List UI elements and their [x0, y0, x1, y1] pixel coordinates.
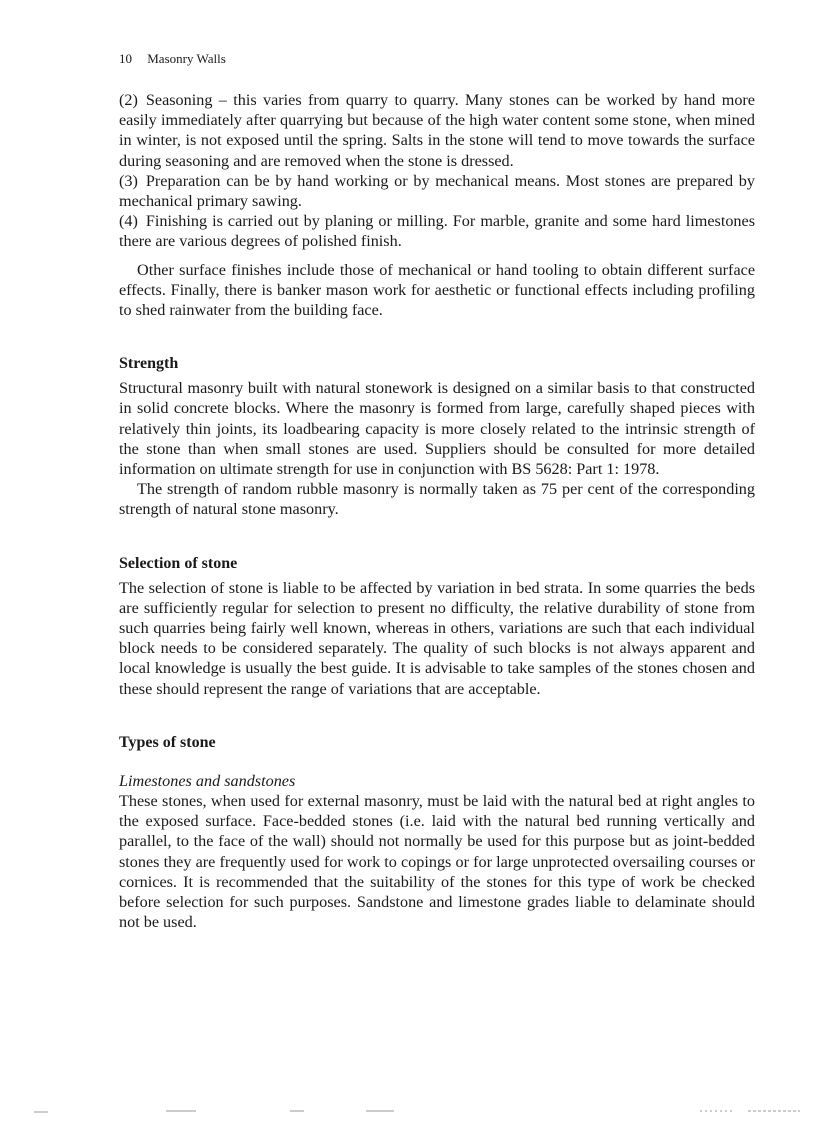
section-strength: [119, 354, 755, 519]
list-item: [119, 171, 755, 211]
list-item-number: (4): [119, 212, 138, 231]
section-selection: [119, 554, 755, 699]
intro-list: [119, 90, 755, 320]
list-item-text: Preparation can be by hand working or by mechanical means. Most stones are prepared by mechanical primary sawing.: [119, 171, 755, 211]
running-head: [119, 50, 755, 67]
body-paragraph: These stones, when used for external masonry, must be laid with the natural bed at right angles to the exposed surface. Face-bedded stones (i.e. laid with the natural bed running vertically and parallel, to the face of the wall) should not normally be used for this purpose but as joint-bedded stones they are frequently used for work to copings or for large unprotected oversailing courses or cornices. It is recommended that the suitability of the stones for this type of work be checked before selection for such purposes. Sandstone and limestone grades liable to delaminate should not be used.: [119, 792, 755, 932]
list-item-number: (3): [119, 171, 138, 190]
body-paragraph: Other surface finishes include those of mechanical or hand tooling to obtain different surface effects. Finally, there is banker mason work for aesthetic or functional effects including profiling to shed rainwater from the building face.: [119, 260, 755, 320]
list-item: [119, 211, 755, 251]
list-item-text: Finishing is carried out by planing or milling. For marble, granite and some hard limestones there are various degrees of polished finish.: [119, 212, 755, 251]
body-paragraph: Structural masonry built with natural stonework is designed on a similar basis to that constructed in solid concrete blocks. Where the masonry is formed from large, carefully shaped pieces with relatively thin joints, its loadbearing capacity is more closely related to the intrinsic strength of the stone than when small stones are used. Suppliers should be consulted for more detailed information on ultimate strength for use in conjunction with BS 5628: Part 1: 1978.: [119, 379, 755, 479]
section-heading: Strength: [119, 355, 179, 373]
section-heading: Types of stone: [119, 733, 216, 751]
page-number: 10: [119, 51, 132, 66]
body-paragraph: The strength of random rubble masonry is normally taken as 75 per cent of the corresponding strength of natural stone masonry.: [119, 480, 755, 519]
document-page: [119, 50, 755, 933]
list-item-text: Seasoning – this varies from quarry to quarry. Many stones can be worked by hand more easily immediately after quarrying but because of the high water content some stone, when mined in winter, is not exposed until the spring. Salts in the stone will tend to move towards the surface during seasoning and are removed when the stone is dressed.: [119, 91, 755, 170]
section-heading: Selection of stone: [119, 554, 238, 572]
running-title: Masonry Walls: [147, 51, 226, 66]
section-types: [119, 733, 755, 933]
list-item: [119, 90, 755, 171]
list-item-number: (2): [119, 91, 138, 109]
body-paragraph: The selection of stone is liable to be affected by variation in bed strata. In some quarries the beds are sufficiently regular for selection to present no difficulty, the relative durability of stone from such quarries being fairly well known, whereas in others, variations are such that each individual block needs to be considered separately. The quality of such blocks is not always apparent and local knowledge is usually the best guide. It is advisable to take samples of the stones chosen and these should represent the range of variations that are acceptable.: [119, 578, 755, 698]
section-subheading: Limestones and sandstones: [119, 771, 296, 790]
